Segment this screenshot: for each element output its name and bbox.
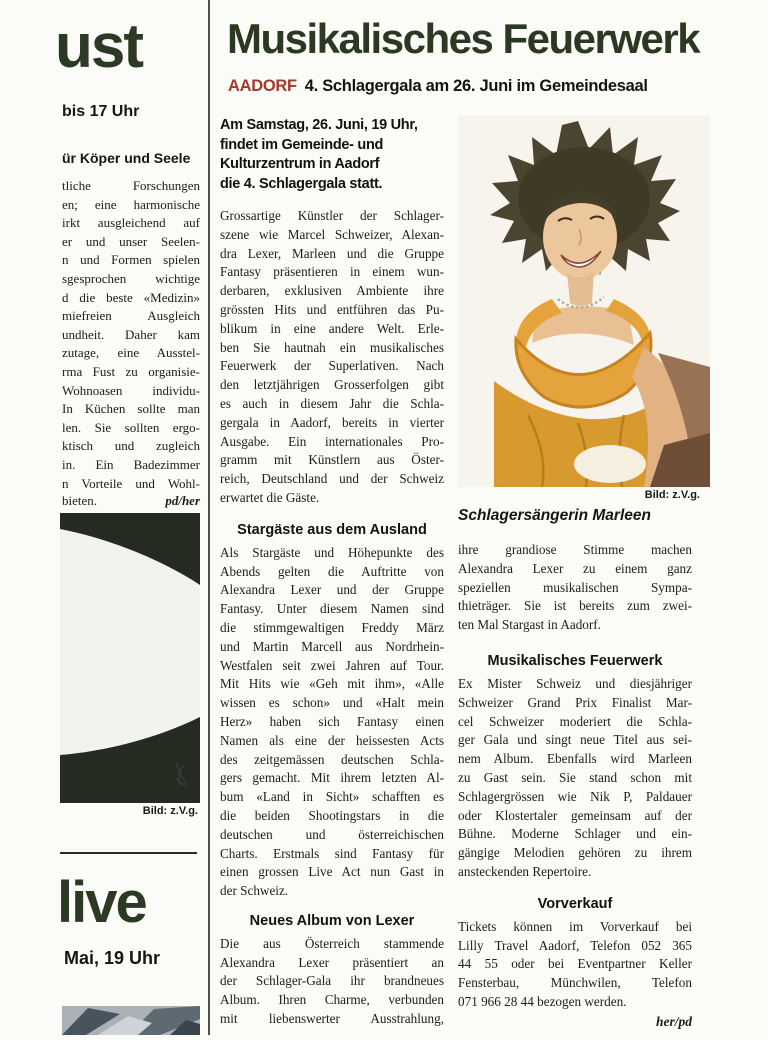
text-line: Ex Mister Schweiz und diesjähriger [458,675,692,691]
left-article-photo [60,513,200,808]
text-line: gers gemacht. Mit ihrem letzten Al- [220,770,444,786]
subheading-vorverkauf: Vorverkauf [537,895,613,912]
text-line: Abends gelten die Auftritte von [220,563,444,579]
text-line: Ausgabe. Ein internationales Pro- [220,433,444,449]
text-line: Fensterbau, Münchwilen, Telefon [458,975,692,991]
text-line: grössten Hits und entführen das Pu- [220,301,444,317]
text-line: oder Klostertaler gemeinsam auf der [458,807,692,823]
text-line: findet im Gemeinde- und [220,136,384,153]
text-line: undheit. Daher kam [62,326,200,342]
text-line: den letztjährigen Grosserfolgen gibt [220,377,444,393]
text-line: Als Stargäste und Höhepunkte des [220,544,444,560]
text-line: cel Schweizer moderiert die Schla- [458,713,692,729]
left-article-last-words: bieten. [62,493,98,508]
text-line: die beiden Shootingstars in die [220,807,444,823]
text-line: d die beste «Medizin» [62,289,200,305]
text-line: Bühne. Moderne Schlager und ein- [458,826,692,842]
text-line: Namen als eine der heissesten Acts [220,732,444,748]
text-line: len. Sie sollten ergo- [62,419,200,435]
text-line: die stimmgewaltigen Freddy März [220,619,444,635]
text-line: zu Gast sein. Sie stand schon mit [458,769,692,785]
text-line: Feuerwerk der Superlativen. Nach [220,358,444,374]
text-line: Herz» haben sich Fantasy einen [220,713,444,729]
article-kicker [228,77,768,96]
left-teaser-subtitle-fragment: ür Köper und Seele [62,150,191,166]
text-line: miefreien Ausgleich [62,308,200,324]
marleen-photo [458,115,710,487]
left-event-date: Mai, 19 Uhr [64,948,161,968]
text-line: Mit Hits wie «Geh mit ihm», «Alle [220,676,444,692]
paragraph-1 [220,207,444,508]
text-line: Alexandra Lexer und der Gruppe [220,582,444,598]
left-article-author-credit: pd/her [165,493,200,508]
article-headline: Musikalisches Feuerwerk [227,15,700,62]
column-divider [208,0,210,1035]
paragraph-6 [458,918,692,1012]
text-line: Charts. Erstmals sind Fantasy für [220,845,444,861]
text-line: tliche Forschungen [62,178,200,193]
text-line: ben Sie hautnah ein musikalisches [220,339,444,355]
text-line: irkt ausgleichend auf [62,215,200,231]
text-line: dra Lexer, Marleen und die Gruppe [220,245,444,261]
text-line: Album. Ihren Charme, verbunden [220,992,444,1008]
text-line: derbaren, exklusiven Ambiente ihre [220,283,444,299]
text-line: Alexandra Lexer präsentiert an [220,954,444,970]
left-live-headline-fragment: live [57,870,146,935]
text-line: Lilly Travel Aadorf, Telefon 052 365 [458,937,692,953]
text-line: thieträger. Sie ist bereits zum zwei- [458,598,692,614]
text-line: er und unser Seelen- [62,233,200,249]
text-line: Wohnoasen individu- [62,382,200,398]
text-line: In Küchen sollte man [62,401,200,417]
text-line: Tickets können im Vorverkauf bei [458,918,692,934]
text-line: ger Gala und singt neue Titel aus sei- [458,732,692,748]
text-line: zutage, eine Ausstel- [62,345,200,361]
text-line: gramm mit Künstlern aus Öster- [220,452,444,468]
text-line: 44 55 oder bei Eventpartner Keller [458,956,692,972]
text-line: ansteckenden Repertoire. [458,863,592,879]
text-line: und Martin Marcell aus Nordrhein- [220,638,444,654]
text-line: rma Fust zu organisie- [62,363,200,379]
left-section-rule [60,852,197,854]
text-line: deutschen und österreichischen [220,826,444,842]
text-line: Kulturzentrum in Aadorf [220,156,380,172]
paragraph-5 [458,675,692,882]
text-line: mit liebenswerter Ausstrahlung, [220,1011,444,1027]
subheading-album: Neues Album von Lexer [249,912,415,929]
text-line: einen grossen Live Act nun Gast in [220,864,444,880]
woman-hand [574,445,646,483]
text-line: gergala in Aadorf, bereits in vierter [220,414,444,430]
text-line: Am Samstag, 26. Juni, 19 Uhr, [220,117,418,133]
grey-photo-strip [62,1006,200,1035]
text-line: ihre grandiose Stimme machen [458,542,692,557]
marleen-portrait [458,115,710,487]
text-line: der Schlager-Gala ihr brandneues [220,973,444,989]
text-line: ten Mal Stargast in Aadorf. [458,617,601,633]
text-line: wissen es schon» und «Halt mein [220,695,444,711]
kicker-location: AADORF [228,77,297,95]
text-line: szene wie Marcel Schweizer, Alexan- [220,226,444,242]
text-line: erwartet die Gäste. [220,489,320,505]
text-line: des zeitgemässen deutschen Schla- [220,751,444,767]
text-line: Schlagergrössen wie Nik P, Paldauer [458,788,692,804]
text-line: in. Ein Badezimmer [62,456,200,472]
text-line: ktisch und zugleich [62,438,200,454]
text-line: speziellen musikalischen Sympa- [458,579,692,595]
article-column-2 [458,115,700,1030]
left-teaser-headline-fragment: ust [55,12,142,81]
text-line: Die aus Österreich stammende [220,935,444,951]
text-line: sgesprochen wichtige [62,270,200,286]
subheading-feuerwerk: Musikalisches Feuerwerk [487,652,663,669]
text-line: reich, Deutschland und der Schweiz [220,471,444,487]
article-author-credit: her/pd [655,1013,692,1029]
text-line: n Vorteile und Wohl- [62,475,200,491]
text-line: 071 966 28 44 bezogen werden. [458,993,627,1009]
text-line: nem Album. Ebenfalls wird Marleen [458,751,692,767]
kicker-text: 4. Schlagergala am 26. Juni im Gemeindesaal [304,77,648,95]
article-column-1 [220,116,444,1029]
article-photo-credit: Bild: z.V.g. [644,489,700,501]
text-line: en; eine harmonische [62,196,200,212]
text-line: Westfalen seit zwei Jahren auf Tour. [220,657,444,673]
text-line: bum «Land in Sicht» schafften es [220,789,444,805]
text-line: Fantasy. Unter diesem Namen sind [220,601,444,617]
text-line: der Schweiz. [220,883,289,899]
left-teaser-hours: bis 17 Uhr [62,103,140,120]
text-line: n und Formen spielen [62,252,200,268]
text-line: Fantasy präsentieren in einem wun- [220,264,444,280]
left-article-last-line [62,493,200,509]
photo-caption: Schlagersängerin Marleen [458,507,651,524]
left-article-text-fragments [62,177,200,493]
text-line: Schweizer Grand Prix Finalist Mar- [458,694,692,710]
lead-paragraph [220,116,444,194]
text-line: die 4. Schlagergala statt. [220,175,383,192]
text-line: blikum in eine andere Welt. Erle- [220,320,444,336]
abstract-bw-photo [60,513,200,803]
text-line: gängige Melodien gehören zu ihrem [458,845,692,861]
left-photo-credit: Bild: z.V.g. [142,805,198,817]
text-line: es auch in diesem Jahr die Schla- [220,395,444,411]
paragraph-2 [220,544,444,901]
subheading-stargaeste: Stargäste aus dem Ausland [237,521,427,538]
text-line: Alexandra Lexer zu einem ganz [458,560,692,576]
paragraph-3 [220,935,444,1029]
text-line: Grossartige Künstler der Schlager- [220,208,444,223]
paragraph-4 [458,541,692,635]
